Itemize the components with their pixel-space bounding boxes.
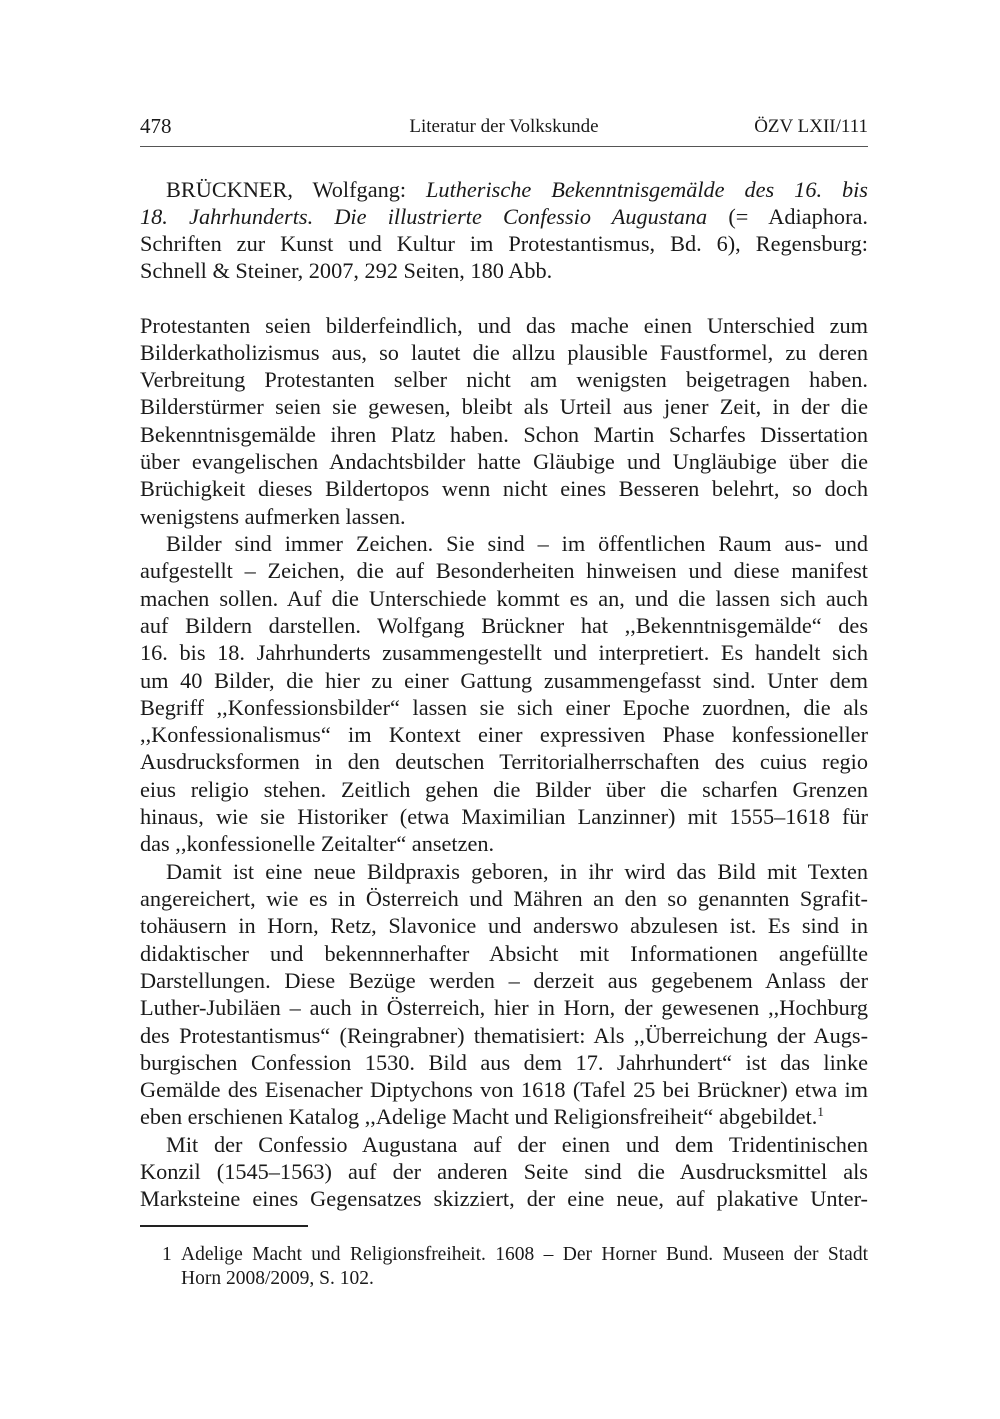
header-rule xyxy=(140,146,868,147)
citation-series: (= Adiaphora. xyxy=(707,204,868,229)
text-line: Bilder sind immer Zeichen. Sie sind – im öffentlichen Raum aus- und xyxy=(166,531,868,556)
text-line: Bekenntnisgemälde ihren Platz haben. Schon Martin Scharfes Dissertation xyxy=(140,422,868,447)
text-line: Damit ist eine neue Bildpraxis geboren, in ihr wird das Bild mit Texten xyxy=(166,859,868,884)
text-line: Brüchigkeit dieses Bildertopos wenn nicht eines Besseren belehrt, so doch xyxy=(140,476,868,501)
citation-title: Lutherische Bekenntnisgemälde des 16. bis xyxy=(426,177,868,202)
text-line: wenigstens aufmerken lassen. xyxy=(140,504,406,529)
text-line: Gemälde des Eisenacher Diptychons von 1618 (Tafel 25 bei Brückner) etwa im xyxy=(140,1077,868,1102)
text-span: eben erschienen Katalog ,,Adelige Macht und Religionsfreiheit“ abgebildet. xyxy=(140,1104,818,1129)
text-line: Marksteine eines Gegensatzes skizziert, der eine neue, auf plakative Unter- xyxy=(140,1186,868,1211)
text-line: Protestanten seien bilderfeindlich, und das mache einen Unterschied zum xyxy=(140,313,868,338)
citation-line xyxy=(140,203,868,230)
text-line: machen sollen. Auf die Unterschiede kommt es an, und die lassen sich auch xyxy=(140,586,868,611)
citation-author: BRÜCKNER, Wolfgang: xyxy=(166,177,427,202)
text-line: eius religio stehen. Zeitlich gehen die Bilder über die scharfen Grenzen xyxy=(140,777,868,802)
footnote-text-line: Adelige Macht und Religionsfreiheit. 1608 – Der Horner Bund. Museen der Stadt xyxy=(181,1244,868,1265)
citation-line: Schriften zur Kunst und Kultur im Protestantismus, Bd. 6), Regensburg: xyxy=(140,231,868,256)
text-line: Ausdrucksformen in den deutschen Territorialherrschaften des cuius regio xyxy=(140,749,868,774)
text-line: das ,,konfessionelle Zeitalter“ ansetzen. xyxy=(140,831,495,856)
text-line: hinaus, wie sie Historiker (etwa Maximilian Lanzinner) mit 1555–1618 für xyxy=(140,804,868,829)
text-line: um 40 Bilder, die hier zu einer Gattung zusammengefasst sind. Unter dem xyxy=(140,668,868,693)
text-line: 16. bis 18. Jahrhunderts zusammengestellt und interpretiert. Es handelt sich xyxy=(140,640,868,665)
footnote-reference[interactable]: 1 xyxy=(817,1104,824,1119)
citation-line: Schnell & Steiner, 2007, 292 Seiten, 180 Abb. xyxy=(140,258,553,283)
text-line: aufgestellt – Zeichen, die auf Besonderheiten hinweisen und diese manifest xyxy=(140,558,868,583)
citation-title: 18. Jahrhunderts. Die illustrierte Confessio Augustana xyxy=(140,204,708,229)
running-title: Literatur der Volkskunde xyxy=(409,116,599,137)
text-line: Luther-Jubiläen – auch in Österreich, hier in Horn, der gewesenen ,,Hochburg xyxy=(140,995,868,1020)
text-line xyxy=(140,1103,868,1130)
page-header xyxy=(140,112,868,142)
text-line: Darstellungen. Diese Bezüge werden – derzeit aus gegebenem Anlass der xyxy=(140,968,868,993)
citation-line xyxy=(166,176,868,203)
page-number: 478 xyxy=(140,114,172,138)
text-line: Verbreitung Protestanten selber nicht am wenigsten beigetragen haben. xyxy=(140,367,868,392)
footnote-number: 1 xyxy=(162,1244,172,1265)
text-line: burgischen Confession 1530. Bild aus dem 17. Jahrhundert“ ist das linke xyxy=(140,1050,868,1075)
text-line: Konzil (1545–1563) auf der anderen Seite sind die Ausdrucksmittel als xyxy=(140,1159,868,1184)
text-line: tohäusern in Horn, Retz, Slavonice und anderswo abzulesen ist. Es sind in xyxy=(140,913,868,938)
text-line: angereichert, wie es in Österreich und Mähren an den so genannten Sgrafit- xyxy=(140,886,868,911)
text-line: Mit der Confessio Augustana auf der einen und dem Tridentinischen xyxy=(166,1132,868,1157)
text-line: über evangelischen Andachtsbilder hatte Gläubige und Ungläubige über die xyxy=(140,449,868,474)
footnote-rule xyxy=(140,1225,308,1227)
text-line: didaktischer und bekennnerhafter Absicht mit Informationen angefüllte xyxy=(140,941,868,966)
text-line: Bilderstürmer seien sie gewesen, bleibt als Urteil aus jener Zeit, in der die xyxy=(140,394,868,419)
journal-reference: ÖZV LXII/111 xyxy=(754,116,868,137)
text-line: Begriff ,,Konfessionsbilder“ lassen sie sich einer Epoche zuordnen, die als xyxy=(140,695,868,720)
footnote-text-line: Horn 2008/2009, S. 102. xyxy=(181,1268,374,1289)
text-line: auf Bildern darstellen. Wolfgang Brückner hat ,,Bekenntnisgemälde“ des xyxy=(140,613,868,638)
text-line: Bilderkatholizismus aus, so lautet die allzu plausible Faustformel, zu deren xyxy=(140,340,868,365)
text-line: ,,Konfessionalismus“ im Kontext einer expressiven Phase konfessioneller xyxy=(140,722,868,747)
text-line: des Protestantismus“ (Reingrabner) thematisiert: Als ,,Überreichung der Augs- xyxy=(140,1023,868,1048)
